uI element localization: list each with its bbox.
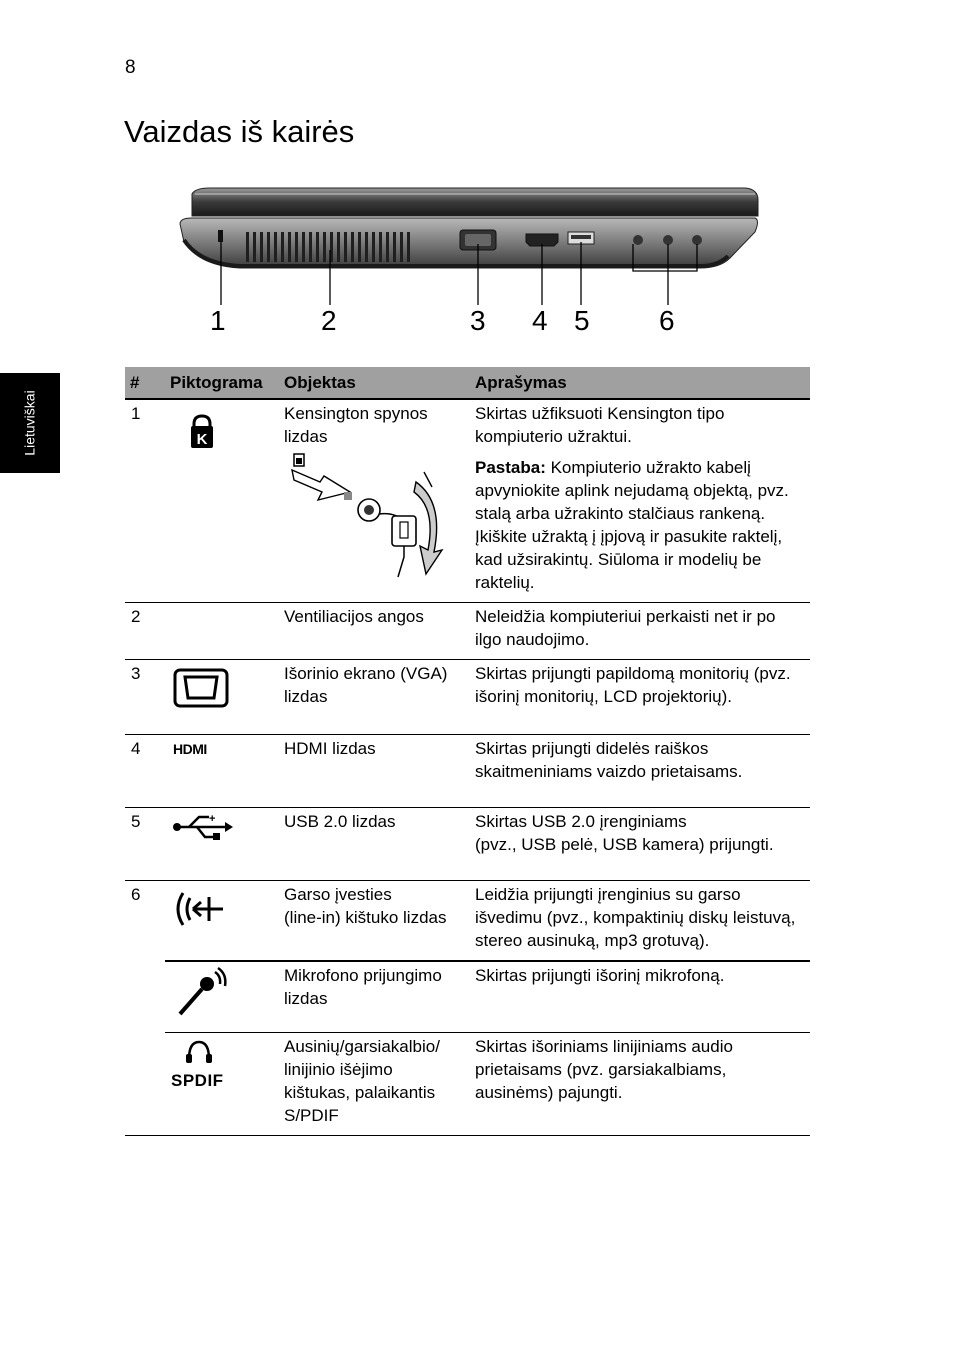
row-desc-line: (pvz., USB pelė, USB kamera) prijungti. xyxy=(475,835,774,854)
callout-1: 1 xyxy=(210,305,226,336)
table-row xyxy=(125,1033,810,1136)
row-icon-cell xyxy=(165,808,279,881)
row-num xyxy=(125,1033,165,1136)
svg-text:HDMI: HDMI xyxy=(173,741,207,757)
row-item-line: S/PDIF xyxy=(284,1106,339,1125)
row-desc: Skirtas prijungti didelės raiškos skaitmeniniams vaizdo prietaisams. xyxy=(470,735,810,808)
svg-text:K: K xyxy=(196,431,208,448)
header-icon: Piktograma xyxy=(165,367,279,399)
callout-2: 2 xyxy=(321,305,337,336)
row-item: Mikrofono prijungimo lizdas xyxy=(279,961,470,1033)
spdif-label: SPDIF xyxy=(171,1071,224,1090)
row-num xyxy=(125,961,165,1033)
row-note xyxy=(475,456,805,594)
row-icon-cell xyxy=(165,881,279,962)
table-row xyxy=(125,660,810,735)
usb-icon xyxy=(171,812,233,842)
row-item-line: kištukas, palaikantis xyxy=(284,1083,436,1102)
row-item-text: Kensington spynos lizdas xyxy=(284,404,428,446)
kensington-lock-icon xyxy=(171,412,231,452)
note-text: Kompiuterio užrakto kabelį apvyniokite aplink nejudamą objektą, pvz. stalą arba užrakinto stalčiaus rankeną. Įkiškite užraktą į įpjovą ir pasukite raktelį, kad užsirakintų. Siūloma ir modelių be raktelių. xyxy=(475,458,789,592)
header-desc: Aprašymas xyxy=(470,367,810,399)
vga-port-icon xyxy=(171,666,231,712)
row-num: 6 xyxy=(131,885,141,904)
row-desc xyxy=(470,399,810,603)
row-item xyxy=(279,399,470,603)
table-row xyxy=(125,603,810,660)
line-in-icon xyxy=(171,887,231,931)
page-number: 8 xyxy=(125,57,136,78)
table-row xyxy=(125,961,810,1033)
row-num: 4 xyxy=(125,735,165,808)
row-num: 5 xyxy=(125,808,165,881)
row-desc: Leidžia prijungti įrenginius su garso išvedimu (pvz., kompaktinių diskų leistuvą, stereo ausinuką, mp3 grotuvą). xyxy=(470,881,810,962)
row-num: 3 xyxy=(125,660,165,735)
row-desc: Skirtas prijungti išorinį mikrofoną. xyxy=(470,961,810,1033)
note-label: Pastaba: xyxy=(475,458,546,477)
hdmi-icon xyxy=(171,739,231,759)
row-desc: Neleidžia kompiuteriui perkaisti net ir po ilgo naudojimo. xyxy=(470,603,810,660)
header-item: Objektas xyxy=(279,367,470,399)
row-item xyxy=(279,1033,470,1136)
kensington-lock-illustration xyxy=(284,452,454,582)
row-item-line: Garso įvesties xyxy=(284,885,392,904)
table-row xyxy=(125,735,810,808)
row-icon-cell xyxy=(165,735,279,808)
svg-text:+: + xyxy=(209,813,216,825)
row-icon-cell xyxy=(165,603,279,660)
side-tab-label: Lietuviškai xyxy=(22,390,38,456)
row-icon-cell xyxy=(165,660,279,735)
microphone-icon xyxy=(171,966,231,1018)
row-desc-line: Skirtas USB 2.0 įrenginiams xyxy=(475,812,687,831)
row-desc: Skirtas išoriniams linijiniams audio prietaisams (pvz. garsiakalbiams, ausinėms) pajungti. xyxy=(470,1033,810,1136)
table-row xyxy=(125,881,810,962)
language-side-tab xyxy=(0,373,60,473)
row-item: HDMI lizdas xyxy=(279,735,470,808)
row-item xyxy=(279,881,470,962)
row-icon-cell xyxy=(165,961,279,1033)
row-num: 2 xyxy=(125,603,165,660)
row-item: USB 2.0 lizdas xyxy=(279,808,470,881)
table-row xyxy=(125,399,810,603)
page-title: Vaizdas iš kairės xyxy=(124,114,355,149)
row-icon-cell xyxy=(165,1033,279,1136)
row-desc-text: Skirtas užfiksuoti Kensington tipo kompiuterio užraktui. xyxy=(475,404,725,446)
row-desc: Skirtas prijungti papildomą monitorių (pvz. išorinį monitorių, LCD projektorių). xyxy=(470,660,810,735)
header-num: # xyxy=(125,367,165,399)
table-row xyxy=(125,808,810,881)
row-item: Išorinio ekrano (VGA) lizdas xyxy=(279,660,470,735)
row-desc xyxy=(470,808,810,881)
ports-table xyxy=(125,367,810,1136)
callout-4: 4 xyxy=(532,305,548,336)
row-item: Ventiliacijos angos xyxy=(279,603,470,660)
headphone-spdif-icon xyxy=(171,1039,231,1065)
row-icon-cell xyxy=(165,399,279,603)
row-item-line: Ausinių/garsiakalbio/ xyxy=(284,1037,440,1056)
row-item-line: linijinio išėjimo xyxy=(284,1060,393,1079)
table-header-row xyxy=(125,367,810,399)
callout-3: 3 xyxy=(470,305,486,336)
callout-5: 5 xyxy=(574,305,590,336)
callout-6: 6 xyxy=(659,305,675,336)
row-num: 1 xyxy=(125,399,165,603)
row-item-line: (line-in) kištuko lizdas xyxy=(284,908,447,927)
